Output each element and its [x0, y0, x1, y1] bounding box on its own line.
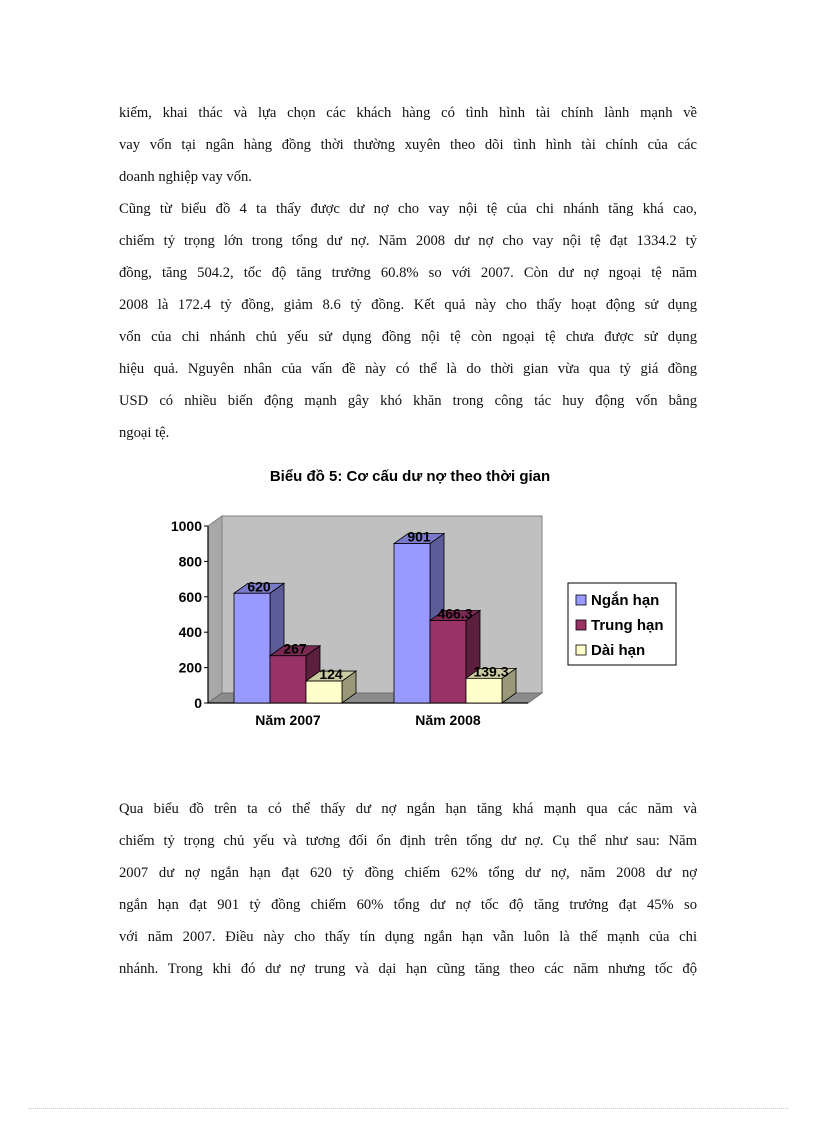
bar-value-label: 124	[319, 666, 343, 683]
y-tick-label: 400	[178, 624, 202, 641]
y-tick-label: 800	[178, 553, 202, 570]
paragraph-line: chiếm tỷ trọng lớn trong tổng dư nợ. Năm 2008 dư nợ cho vay nội tệ đạt 1334.2 tỷ	[119, 233, 697, 249]
legend-label: Dài hạn	[591, 642, 646, 659]
bar	[430, 620, 466, 703]
paragraph-3	[119, 793, 697, 985]
paragraph-line: Cũng từ biểu đồ 4 ta thấy được dư nợ cho vay nội tệ của chi nhánh tăng khá cao,	[119, 201, 697, 217]
bar-value-label: 620	[247, 578, 271, 595]
x-category-label: Năm 2008	[415, 712, 481, 728]
bar	[466, 678, 502, 703]
paragraph-line: doanh nghiệp vay vốn.	[119, 169, 252, 185]
paragraph-line: 2008 là 172.4 tỷ đồng, giảm 8.6 tỷ đồng. Kết quả này cho thấy hoạt động sử dụng	[119, 297, 697, 313]
y-tick-label: 0	[194, 695, 202, 711]
legend-swatch	[576, 620, 586, 630]
page-bottom-rule	[28, 1108, 788, 1109]
chart-title: Biểu đồ 5: Cơ cấu dư nợ theo thời gian	[269, 468, 551, 485]
chart-side-wall	[208, 516, 222, 703]
legend-swatch	[576, 645, 586, 655]
y-tick-label: 200	[178, 659, 202, 676]
paragraph-line: nhánh. Trong khi đó dư nợ trung và dại hạn cũng tăng theo các năm nhưng tốc độ	[119, 961, 697, 977]
paragraph-line: ngoại tệ.	[119, 425, 170, 441]
paragraph-line: với năm 2007. Điều này cho thấy tín dụng ngắn hạn vẫn luôn là thế mạnh của chi	[119, 929, 697, 945]
x-category-label: Năm 2007	[255, 712, 321, 728]
bar	[270, 656, 306, 703]
paragraph-line: 2007 dư nợ ngắn hạn đạt 620 tỷ đồng chiếm 62% tổng dư nợ, năm 2008 dư nợ	[119, 865, 697, 881]
paragraph-line: hiệu quả. Nguyên nhân của vấn đề này có thể là do thời gian vừa qua tỷ giá đồng	[119, 361, 697, 377]
paragraph-line: vốn của chi nhánh chủ yếu sử dụng đồng nội tệ còn ngoại tệ chưa được sử dụng	[119, 329, 697, 345]
bar-chart	[150, 500, 690, 750]
paragraph-line: kiếm, khai thác và lựa chọn các khách hàng có tình hình tài chính lành mạnh về	[119, 105, 697, 121]
paragraph-line: vay vốn tại ngân hàng đồng thời thường xuyên theo dõi tình hình tài chính của các	[119, 137, 697, 153]
paragraph-line: ngắn hạn đạt 901 tỷ đồng chiếm 60% tổng dư nợ tốc độ tăng trưởng đạt 45% so	[119, 897, 697, 913]
legend-label: Ngắn hạn	[591, 592, 660, 609]
bar	[394, 544, 430, 703]
bar-value-label: 901	[407, 528, 431, 545]
paragraph-line: đồng, tăng 504.2, tốc độ tăng trưởng 60.8% so với 2007. Còn dư nợ ngoại tệ năm	[119, 265, 697, 281]
bar-value-label: 466.3	[437, 605, 473, 622]
bar	[306, 681, 342, 703]
paragraph-line: USD có nhiều biến động mạnh gây khó khăn trong công tác huy động vốn bằng	[119, 393, 697, 409]
legend-label: Trung hạn	[591, 617, 664, 634]
y-tick-label: 1000	[170, 518, 202, 534]
paragraph-line: chiếm tỷ trọng chủ yếu và tương đối ổn định trên tổng dư nợ. Cụ thể như sau: Năm	[119, 833, 697, 849]
bar-value-label: 139.3	[473, 663, 509, 680]
paragraph-line: Qua biểu đồ trên ta có thể thấy dư nợ ngắn hạn tăng khá mạnh qua các năm và	[119, 801, 697, 817]
paragraph-2	[119, 193, 697, 449]
legend-swatch	[576, 595, 586, 605]
bar	[234, 593, 270, 703]
paragraph-1	[119, 97, 697, 193]
bar-value-label: 267	[283, 640, 307, 657]
y-tick-label: 600	[178, 588, 202, 605]
